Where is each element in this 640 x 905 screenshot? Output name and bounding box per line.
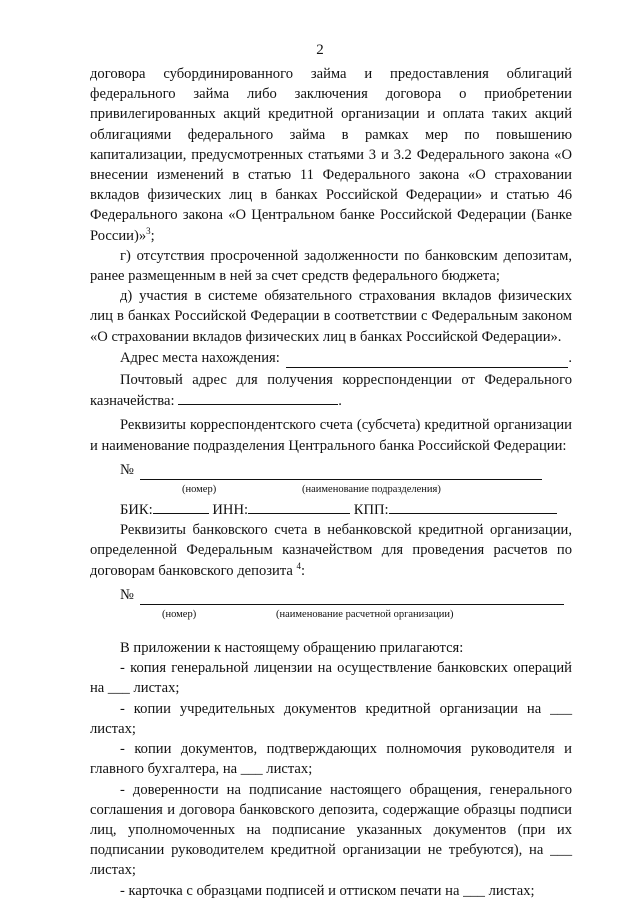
attachment-authority: - копии документов, подтверждающих полномочия руководителя и главного бухгалтера, на ___ листах;: [90, 741, 572, 778]
address-field[interactable]: [286, 353, 569, 368]
bik-label: БИК:: [120, 502, 153, 519]
postal-label: Почтовый адрес для получения корреспонденции от Федерального казначейства:: [90, 372, 572, 410]
postal-field[interactable]: [178, 390, 338, 405]
attachment-charter: - копии учредительных документов кредитной организации на ___ листах;: [90, 700, 572, 737]
corr-account-line: [90, 460, 572, 480]
caption-number: (номер): [162, 609, 197, 621]
punctuation: :: [301, 562, 306, 579]
bank-account-captions: [90, 605, 572, 620]
postal-address-line: Почтовый адрес для получения корреспонденции от Федерального казначейства: .: [90, 372, 572, 410]
bank-account-field[interactable]: [140, 590, 564, 605]
footnote-ref-4: 4: [296, 560, 302, 571]
attachment-signature-card: - карточка с образцами подписей и оттиском печати на ___ листах;: [120, 882, 535, 899]
requisites-bank-paragraph: [90, 520, 572, 581]
paragraph-text: договора субординированного займа и предоставления облигаций федерального займа либо заключения договора о приобретении привилегированных акций кредитной организации и оплата таких акций облигациями федерального займа в рамках мер по повышению капитализации, предусмотренных статьями 3 и 3.2 Федерального закона «О внесении изменений в статью 11 Федерального закона «О страховании вкладов физических лиц в банках Российской Федерации» и статью 46 Федерального закона «О Центральном банке Российской Федерации (Банке России)»: [90, 66, 572, 244]
attachment-license: - копия генеральной лицензии на осуществление банковских операций на ___ листах;: [90, 660, 572, 697]
attachments-intro: В приложении к настоящему обращению прилагаются:: [120, 640, 464, 657]
requisites-corr-paragraph: Реквизиты корреспондентского счета (субсчета) кредитной организации и наименование подразделения Центрального банка Российской Федерации:: [90, 417, 572, 454]
page-number: 2: [316, 42, 324, 58]
bik-inn-kpp-line: [90, 499, 572, 520]
inn-field[interactable]: [248, 499, 350, 514]
requisites-bank-text: Реквизиты банковского счета в небанковской кредитной организации, определенной Федеральным казначейством для проведения расчетов по договорам банковского депозита: [90, 522, 572, 579]
number-sign: №: [120, 586, 134, 603]
document-body: [90, 64, 572, 901]
number-sign: №: [120, 461, 134, 478]
paragraph-d: д) участия в системе обязательного страхования вкладов физических лиц в банках Российской Федерации в соответствии с Федеральным законом «О страховании вкладов физических лиц в банках Российской Федерации».: [90, 288, 572, 345]
kpp-field[interactable]: [389, 499, 557, 514]
bank-account-line: [90, 585, 572, 605]
paragraph-g: г) отсутствия просроченной задолженности по банковским депозитам, ранее размещенным в ней за счет средств федерального бюджета;: [90, 247, 572, 285]
punctuation: ;: [150, 227, 155, 244]
inn-label: ИНН:: [212, 502, 249, 519]
corr-account-field[interactable]: [140, 465, 542, 480]
address-label: Адрес места нахождения:: [120, 349, 280, 366]
bik-field[interactable]: [153, 499, 209, 514]
address-line: Адрес места нахождения: .: [90, 348, 572, 368]
kpp-label: КПП:: [353, 502, 389, 519]
attachment-power-of-attorney: - доверенности на подписание настоящего обращения, генерального соглашения и договора банковского депозита, содержащие образцы подписи лиц, уполномоченных на подписание указанных документов (при их подписании руководителем кредитной организации не требуются), на ___ листах;: [90, 781, 572, 879]
caption-number: (номер): [182, 484, 217, 496]
footnote-ref-3: 3: [146, 225, 151, 236]
caption-division: (наименование подразделения): [302, 484, 441, 496]
paragraph-capitalization: [90, 64, 572, 246]
caption-settlement: (наименование расчетной организации): [276, 609, 454, 621]
corr-account-captions: [90, 480, 572, 495]
